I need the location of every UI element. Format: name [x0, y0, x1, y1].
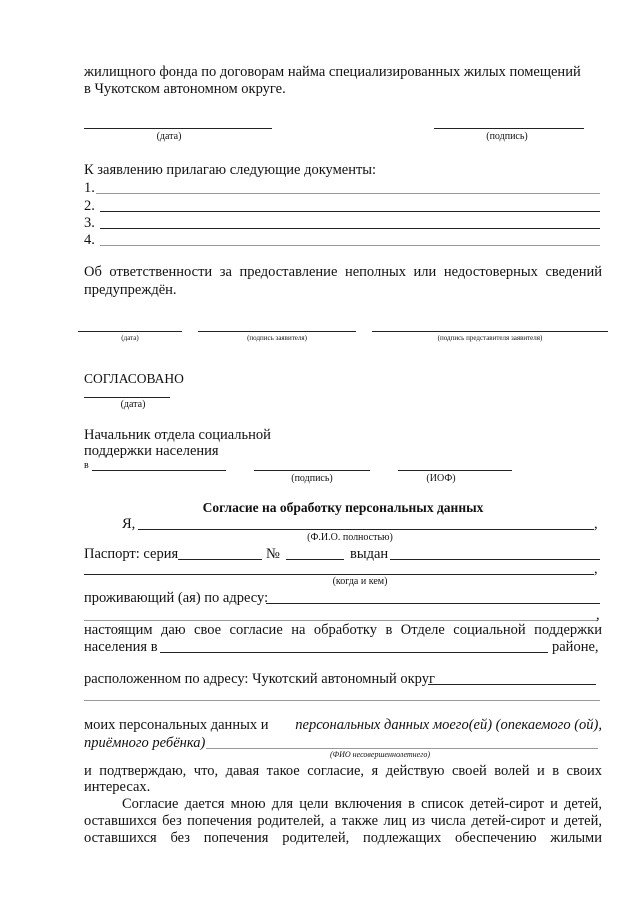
- passport-number-line: [286, 559, 344, 560]
- residing-label: проживающий (ая) по адресу:: [84, 590, 269, 606]
- issued-caption: (когда и кем): [332, 576, 388, 587]
- passport-series-label: Паспорт: серия: [84, 546, 179, 562]
- minor-caption: (ФИО несовершеннолетнего): [330, 750, 430, 759]
- attachment-number-4: 4.: [84, 232, 95, 248]
- date-caption: (дата): [156, 131, 182, 142]
- applicant-signature-caption: (подпись заявителя): [247, 334, 307, 342]
- representative-signature-caption: (подпись представителя заявителя): [437, 334, 543, 342]
- agree-line-2-suffix: районе,: [552, 639, 599, 655]
- purpose-line-3: оставшихся без попечения родителей, подлежащих обеспечению жилыми: [84, 830, 602, 846]
- consent-title: Согласие на обработку персональных данных: [202, 500, 484, 515]
- intro-line-2: в Чукотском автономном округе.: [84, 81, 286, 97]
- attachment-line-1: [96, 193, 600, 194]
- purpose-line-1: Согласие дается мною для цели включения в список детей-сирот и детей,: [122, 796, 602, 812]
- i-label: Я,: [122, 516, 136, 532]
- initials-line: [398, 470, 512, 471]
- confirm-line-2: интересах.: [84, 779, 151, 795]
- attachments-heading: К заявлению прилагаю следующие документы:: [84, 162, 377, 178]
- approval-signature-line: [254, 470, 370, 471]
- initials-caption: (ИОФ): [426, 473, 456, 484]
- minor-name-line: [206, 748, 598, 749]
- address-line-2: [84, 620, 598, 621]
- department-head-line-2: поддержки населения: [84, 443, 219, 459]
- address-comma: ,: [596, 607, 600, 623]
- date-caption-2: (дата): [121, 334, 139, 342]
- location-line-2: [84, 700, 600, 701]
- intro-line-1: жилищного фонда по договорам найма специализированных жилых помещений: [84, 64, 581, 80]
- issued-comma: ,: [594, 561, 598, 577]
- fio-caption: (Ф.И.О. полностью): [307, 532, 393, 543]
- purpose-line-2: оставшихся без попечения родителей, а также лиц из числа детей-сирот и детей,: [84, 813, 602, 829]
- my-data-line: [84, 717, 602, 734]
- agree-line-2-prefix: населения в: [84, 639, 158, 655]
- in-prefix: в: [84, 460, 89, 471]
- responsibility-line-1: Об ответственности за предоставление неполных или недостоверных сведений: [84, 264, 602, 280]
- responsibility-line-2: предупреждён.: [84, 282, 177, 298]
- issued-line-2: [84, 574, 594, 575]
- approval-date-caption: (дата): [120, 399, 146, 410]
- number-sign: №: [266, 546, 280, 562]
- my-data-plain: моих персональных данных и: [84, 717, 269, 733]
- approval-date-line: [84, 397, 170, 398]
- department-head-line-1: Начальник отдела социальной: [84, 427, 271, 443]
- district-line: [160, 652, 548, 653]
- representative-signature-line: [372, 331, 608, 332]
- approval-signature-caption: (подпись): [291, 473, 333, 484]
- passport-series-line: [178, 559, 262, 560]
- approval-title: СОГЛАСОВАНО: [84, 371, 184, 386]
- issued-by-line: [390, 559, 600, 560]
- location-line-1: [428, 684, 596, 685]
- date-line: [84, 128, 272, 129]
- department-line: [92, 470, 226, 471]
- attachment-number-2: 2.: [84, 198, 95, 214]
- fio-comma: ,: [594, 516, 598, 532]
- issued-label: выдан: [350, 546, 389, 562]
- my-data-italic: персональных данных моего(ей) (опекаемого (ой),: [295, 717, 602, 733]
- signature-line: [434, 128, 584, 129]
- date-line-2: [78, 331, 182, 332]
- confirm-line-1: и подтверждаю, что, давая такое согласие, я действую своей волей и в своих: [84, 763, 602, 779]
- signature-caption: (подпись): [486, 131, 528, 142]
- address-line-1: [266, 603, 600, 604]
- location-label: расположенном по адресу: Чукотский автономный округ: [84, 671, 435, 687]
- attachment-line-4: [100, 245, 600, 246]
- agree-line-1: настоящим даю свое согласие на обработку в Отделе социальной поддержки: [84, 622, 602, 638]
- attachment-number-3: 3.: [84, 215, 95, 231]
- applicant-signature-line: [198, 331, 356, 332]
- fio-line: [138, 529, 594, 530]
- child-label: приёмного ребёнка): [84, 735, 206, 751]
- attachment-number-1: 1.: [84, 180, 95, 196]
- attachment-line-2: [100, 211, 600, 212]
- attachment-line-3: [100, 228, 600, 229]
